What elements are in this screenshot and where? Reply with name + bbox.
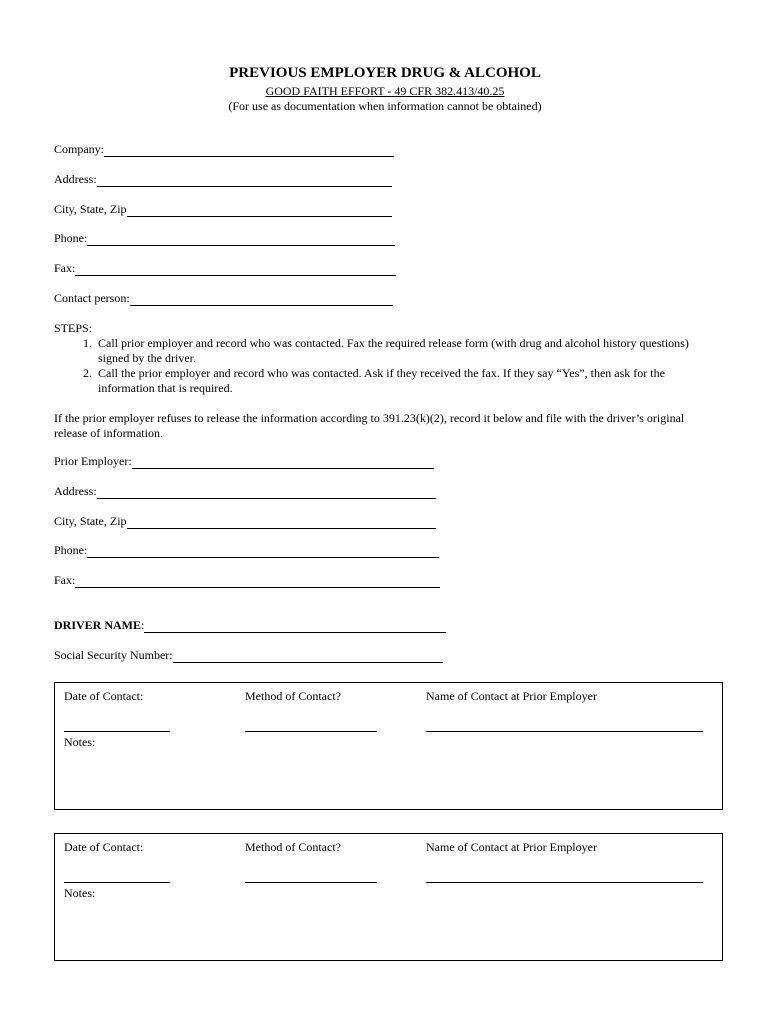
fax-label: Fax:: [54, 261, 76, 275]
method-of-contact-label: Method of Contact?: [245, 840, 341, 854]
steps-heading: STEPS:: [54, 321, 93, 335]
fax-field[interactable]: [54, 260, 396, 276]
contact-record-box: [54, 833, 723, 961]
ssn-field[interactable]: [54, 647, 443, 663]
form-subtitle: [0, 84, 770, 99]
phone-line[interactable]: [87, 233, 395, 246]
form-note: (For use as documentation when information cannot be obtained): [228, 99, 542, 113]
address-line[interactable]: [97, 174, 392, 187]
date-of-contact-label: Date of Contact:: [64, 689, 144, 703]
prior-phone-label: Phone:: [54, 543, 88, 557]
address-field[interactable]: [54, 171, 392, 187]
address-label: Address:: [54, 172, 97, 186]
prior-employer-field[interactable]: [54, 453, 434, 469]
step-text: Call prior employer and record who was contacted. Fax the required release form (with drug and alcohol history questions) signed by the driver.: [98, 336, 689, 365]
ssn-line[interactable]: [173, 650, 443, 663]
driver-name-line[interactable]: [144, 620, 446, 633]
refusal-paragraph: If the prior employer refuses to release the information according to 391.23(k)(2), record it below and file with the driver’s original release of information.: [54, 411, 685, 440]
contact-name-line[interactable]: [426, 731, 703, 732]
city-state-zip-label: City, State, Zip: [54, 202, 127, 216]
notes-label: Notes:: [64, 735, 96, 749]
method-of-contact-line[interactable]: [245, 882, 377, 883]
step-number: 2.: [83, 366, 92, 380]
form-title: PREVIOUS EMPLOYER DRUG & ALCOHOL: [229, 65, 541, 81]
contact-name-line[interactable]: [426, 882, 703, 883]
prior-phone-line[interactable]: [87, 545, 439, 558]
date-of-contact-label: Date of Contact:: [64, 840, 144, 854]
driver-name-label: DRIVER NAME: [54, 618, 141, 632]
prior-fax-label: Fax:: [54, 573, 76, 587]
step-2: [54, 366, 714, 396]
company-label: Company:: [54, 142, 104, 156]
subtitle-cfr: 49 CFR 382.413/40.25: [394, 84, 505, 98]
company-line[interactable]: [104, 144, 394, 157]
contact-name-label: Name of Contact at Prior Employer: [426, 689, 597, 703]
step-number: 1.: [83, 336, 92, 350]
prior-city-state-zip-line[interactable]: [127, 516, 436, 529]
prior-address-line[interactable]: [97, 486, 436, 499]
prior-fax-line[interactable]: [75, 575, 440, 588]
driver-name-colon: :: [141, 618, 145, 632]
phone-label: Phone:: [54, 231, 88, 245]
city-state-zip-field[interactable]: [54, 201, 392, 217]
prior-employer-line[interactable]: [132, 456, 434, 469]
company-field[interactable]: [54, 141, 394, 157]
prior-phone-field[interactable]: [54, 542, 439, 558]
date-of-contact-line[interactable]: [64, 731, 170, 732]
subtitle-underlined: GOOD FAITH EFFORT -: [265, 84, 395, 98]
contact-person-line[interactable]: [130, 293, 393, 306]
prior-city-state-zip-field[interactable]: [54, 513, 436, 529]
notes-label: Notes:: [64, 886, 96, 900]
prior-fax-field[interactable]: [54, 572, 440, 588]
prior-city-state-zip-label: City, State, Zip: [54, 514, 127, 528]
prior-employer-label: Prior Employer:: [54, 454, 132, 468]
phone-field[interactable]: [54, 230, 395, 246]
contact-name-label: Name of Contact at Prior Employer: [426, 840, 597, 854]
prior-address-label: Address:: [54, 484, 97, 498]
fax-line[interactable]: [75, 263, 396, 276]
contact-record-box: [54, 682, 723, 810]
date-of-contact-line[interactable]: [64, 882, 170, 883]
contact-person-field[interactable]: [54, 290, 393, 306]
city-state-zip-line[interactable]: [127, 204, 392, 217]
ssn-label: Social Security Number:: [54, 648, 173, 662]
step-text: Call the prior employer and record who was contacted. Ask if they received the fax. If they say “Yes”, then ask for the information that is required.: [98, 366, 665, 395]
method-of-contact-line[interactable]: [245, 731, 377, 732]
prior-address-field[interactable]: [54, 483, 436, 499]
contact-person-label: Contact person:: [54, 291, 130, 305]
driver-name-field[interactable]: [54, 617, 446, 633]
step-1: [54, 336, 714, 366]
method-of-contact-label: Method of Contact?: [245, 689, 341, 703]
